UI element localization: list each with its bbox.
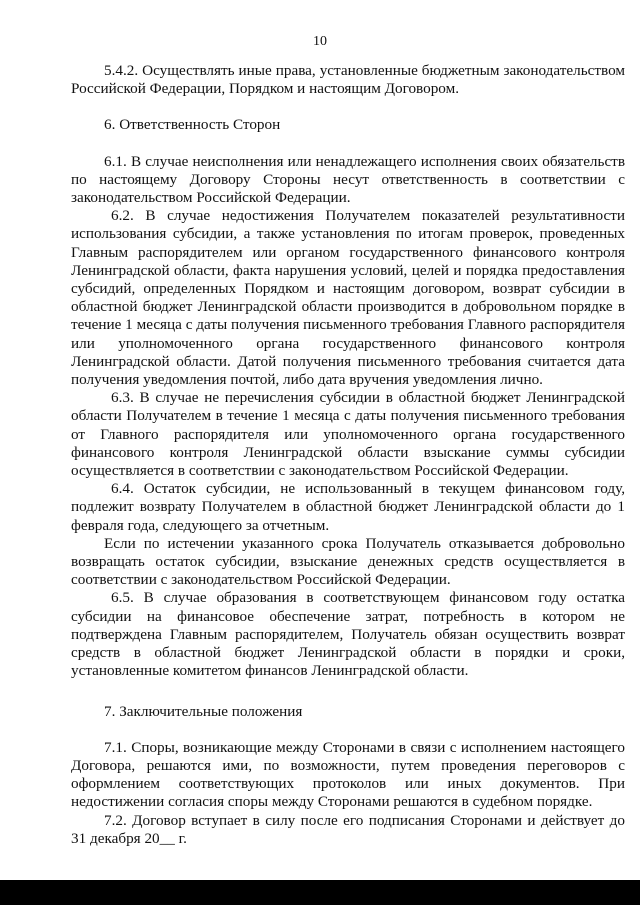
spacer [71, 135, 625, 153]
scan-bottom-edge [0, 880, 640, 905]
spacer [71, 721, 625, 739]
page-number: 10 [313, 34, 327, 49]
spacer [71, 681, 625, 703]
paragraph: Если по истечении указанного срока Получатель отказывается добровольно возвращать остаток субсидии, взыскание денежных средств осуществляется в соответствии с законодательством Российской Федерации. [71, 534, 625, 589]
paragraph: 6.5. В случае образования в соответствующем финансовом году остатка субсидии на финансовое обеспечение затрат, потребность в котором не подтверждена Главным распорядителем, Получатель обязан осуществить возврат средств в областной бюджет Ленинградской области в порядки и сроки, установленные комитетом финансов Ленинградской области. [71, 589, 625, 680]
section-heading: 6. Ответственность Сторон [104, 116, 281, 134]
paragraph: 6.2. В случае недостижения Получателем показателей результативности использования субсидии, а также установления по итогам проверок, проведенных Главным распорядителем или органом государственного финансового контроля Ленинградской области, факта нарушения условий, целей и порядка предоставления субсидий, определенных Порядком и настоящим договором, возврат субсидии в областной бюджет Ленинградской области производится в добровольном порядке в течение 1 месяца с даты получения письменного требования Главного распорядителя или уполномоченного органа государственного финансового контроля Ленинградской области. Датой получения письменного требования считается дата получения уведомления почтой, либо дата вручения уведомления лично. [71, 207, 625, 389]
spacer [71, 98, 625, 116]
section-heading: 7. Заключительные положения [104, 702, 303, 720]
paragraph: 6.1. В случае неисполнения или ненадлежащего исполнения своих обязательств по настоящему Договору Стороны несут ответственность в соответствии с законодательством Российской Федерации. [71, 152, 625, 207]
paragraph: 7.1. Споры, возникающие между Сторонами в связи с исполнением настоящего Договора, решаются ими, по возможности, путем проведения переговоров с оформлением соответствующих протоколов или иных документов. При недостижении согласия споры между Сторонами решаются в судебном порядке. [71, 738, 625, 811]
paragraph: 5.4.2. Осуществлять иные права, установленные бюджетным законодательством Российской Федерации, Порядком и настоящим Договором. [71, 62, 625, 98]
paragraph: 6.4. Остаток субсидии, не использованный в текущем финансовом году, подлежит возврату Получателем в областной бюджет Ленинградской области до 1 февраля года, следующего за отчетным. [71, 480, 625, 534]
paragraph: 7.2. Договор вступает в силу после его подписания Сторонами и действует до 31 декабря 20__ г. [71, 811, 625, 847]
document-body [71, 62, 625, 848]
paragraph: 6.3. В случае не перечисления субсидии в областной бюджет Ленинградской области Получателем в течение 1 месяца с даты получения письменного требования от Главного распорядителя или уполномоченного органа государственного финансового контроля Ленинградской области взыскание суммы субсидии осуществляется в соответствии с законодательством Российской Федерации. [71, 389, 625, 480]
